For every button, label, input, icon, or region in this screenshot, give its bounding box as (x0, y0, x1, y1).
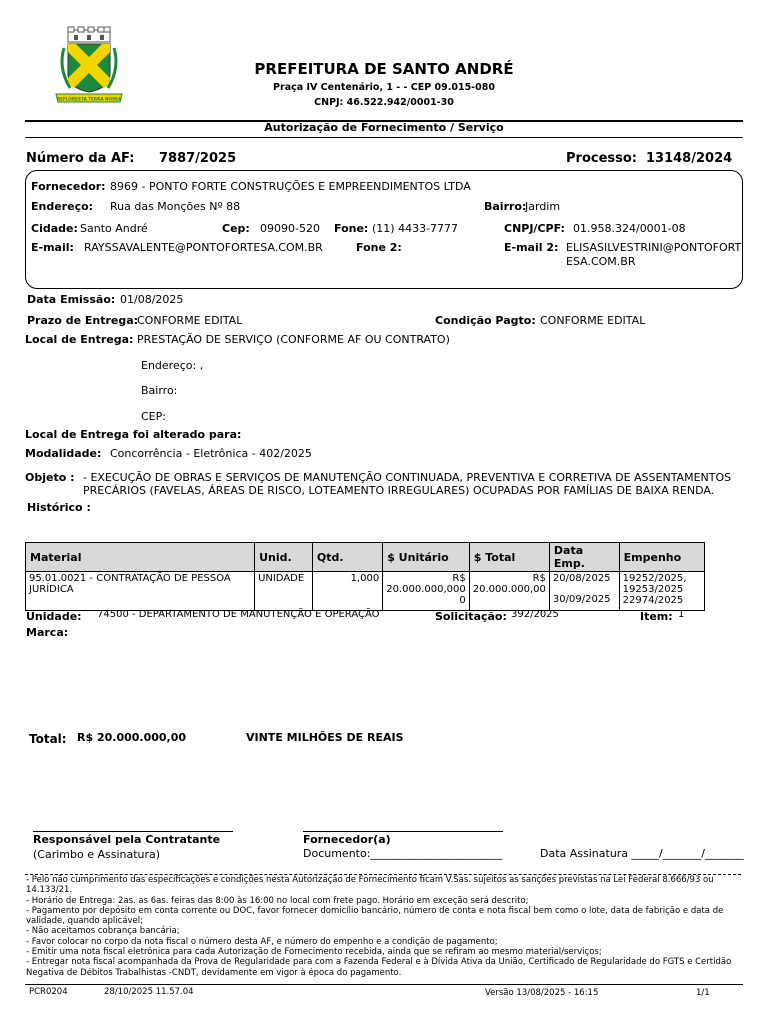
unitario-value: 20.000.000,000 (386, 584, 466, 595)
note-item: - Pelo não cumprimento das especificações e condições nesta Autorização de Fornecimento ficam V.Sas. sujeitos as sanções previstas na Lei Federal 8.666/93 ou 14.133/21. (26, 875, 714, 896)
objeto-label: Objeto : (25, 471, 75, 484)
local-endereco: Endereço: , (141, 359, 204, 372)
email2-value-line1: ELISASILVESTRINI@PONTOFORT (566, 241, 742, 254)
column-header-qtd: Qtd. (312, 543, 382, 572)
data-assinatura: Data Assinatura _____/_______/_______ (540, 847, 744, 860)
column-header-data-emp: Data Emp. (549, 543, 619, 572)
af-number-value: 7887/2025 (159, 151, 237, 166)
historico-label: Histórico : (27, 501, 91, 514)
table-header-row (26, 543, 705, 572)
fornecedor-title: Fornecedor(a) (303, 833, 391, 846)
crown-icon (68, 27, 110, 42)
email2-label: E-mail 2: (504, 241, 559, 254)
contratante-signature-line (33, 831, 233, 832)
cell-data-emp (549, 572, 619, 611)
note-item: - Emitir uma nota fiscal eletrônica para cada Autorização de Fornecimento recebida, ainda que se refiram ao mesmo material/serviços; (26, 947, 602, 958)
condicao-pagto-value: CONFORME EDITAL (540, 314, 646, 327)
footer-code: PCR0204 (29, 987, 68, 997)
total-value: 20.000.000,00 (472, 584, 546, 595)
note-item: - Favor colocar no corpo da nota fiscal o número desta AF, e número do empenho e a condição de pagamento; (26, 936, 498, 947)
processo-value: 13148/2024 (646, 151, 733, 166)
solicitacao-label: Solicitação: (435, 610, 507, 623)
organization-address: Praça IV Centenário, 1 - - CEP 09.015-080 (273, 82, 495, 93)
email2-value-line2: ESA.COM.BR (566, 255, 636, 268)
fone-label: Fone: (334, 222, 369, 235)
processo-label: Processo: (566, 151, 637, 166)
local-entrega-label: Local de Entrega: (25, 333, 134, 346)
document-title: Autorização de Fornecimento / Serviço (264, 121, 504, 134)
modalidade-value: Concorrência - Eletrônica - 402/2025 (110, 447, 312, 460)
total-label: Total: (29, 732, 67, 746)
data-emissao-value: 01/08/2025 (120, 293, 184, 306)
unitario-currency: R$ (452, 573, 466, 584)
fornecedor-documento: Documento:________________________ (303, 847, 503, 860)
organization-name: PREFEITURA DE SANTO ANDRÉ (254, 60, 514, 78)
notes-section (26, 875, 746, 978)
solicitacao-value: 392/2025 (511, 609, 559, 620)
cell-total (469, 572, 549, 611)
objeto-line2: PRECÁRIOS (FAVELAS, ÁREAS DE RISCO, LOTEAMENTO IRREGULARES) OCUPADAS POR FAMÍLIAS DE BAIXA RENDA. (83, 484, 715, 497)
unitario-value-wrap: 0 (459, 595, 466, 606)
cell-material (26, 572, 255, 611)
contratante-title: Responsável pela Contratante (33, 833, 221, 846)
fornecedor-signature-line (303, 831, 503, 832)
item-label: Item: (640, 610, 673, 623)
total-currency: R$ (532, 573, 546, 584)
footer-divider (25, 984, 743, 985)
fornecedor-value: 8969 - PONTO FORTE CONSTRUÇÕES E EMPREENDIMENTOS LTDA (110, 180, 471, 193)
cell-empenho (619, 572, 704, 611)
cidade-value: Santo André (80, 222, 148, 235)
email-label: E-mail: (31, 241, 74, 254)
prazo-entrega-label: Prazo de Entrega: (27, 314, 139, 327)
footer-version: Versão 13/08/2025 - 16:15 (485, 988, 599, 998)
cnpj-label: CNPJ/CPF: (504, 222, 565, 235)
endereco-label: Endereço: (31, 200, 94, 213)
note-item: - Entregar nota fiscal acompanhada da Prova de Regularidade para com a Fazenda Federal e à Dívida Ativa da União, Certificado de Regularidade do FGTS e Certidão Negativa de Débitos Trabalhistas -CNDT, devidamente em vigor à época do pagamento. (26, 957, 732, 978)
footer-page: 1/1 (696, 988, 710, 998)
prazo-entrega-value: CONFORME EDITAL (137, 314, 243, 327)
empenho-1: 19252/2025, (622, 573, 687, 584)
footer-datetime: 28/10/2025 11.57.04 (104, 987, 194, 997)
fone-value: (11) 4433-7777 (372, 222, 459, 235)
total-value: R$ 20.000.000,00 (77, 731, 187, 744)
item-value: 1 (678, 609, 685, 620)
endereco-value: Rua das Monções Nº 88 (110, 200, 241, 213)
data-emp-1: 20/08/2025 (552, 573, 611, 584)
column-header-unitario: $ Unitário (383, 543, 470, 572)
column-header-total: $ Total (469, 543, 549, 572)
empenho-3: 22974/2025 (622, 595, 684, 606)
local-alterado-label: Local de Entrega foi alterado para: (25, 428, 242, 441)
svg-text:REFLORESTA TERRA NOSSA: REFLORESTA TERRA NOSSA (56, 96, 122, 102)
empenho-2: 19253/2025 (622, 584, 684, 595)
bairro-label: Bairro: (484, 200, 527, 213)
column-header-unid: Unid. (255, 543, 313, 572)
modalidade-label: Modalidade: (25, 447, 102, 460)
data-emp-2: 30/09/2025 (552, 594, 611, 605)
cep-label: Cep: (222, 222, 250, 235)
local-cep: CEP: (141, 410, 166, 423)
organization-cnpj: CNPJ: 46.522.942/0001-30 (314, 97, 454, 108)
unidade-label: Unidade: (26, 610, 82, 623)
cnpj-value: 01.958.324/0001-08 (573, 222, 686, 235)
material-line1: 95.01.0021 - CONTRATAÇÃO DE PESSOA (29, 573, 231, 584)
email-value: RAYSSAVALENTE@PONTOFORTESA.COM.BR (84, 241, 323, 254)
af-number-label: Número da AF: (26, 151, 135, 166)
note-item: - Pagamento por depósito em conta corrente ou DOC, favor fornecer domicílio bancário, número de conta e nota fiscal bem como o lote, data de fabrição e data de validade, quando aplicável; (26, 905, 724, 927)
column-header-material: Material (26, 543, 255, 572)
column-header-empenho: Empenho (619, 543, 704, 572)
cep-value: 09090-520 (260, 222, 320, 235)
unidade-value: 74500 - DEPARTAMENTO DE MANUTENÇÃO E OPERAÇÃO (97, 609, 380, 620)
condicao-pagto-label: Condição Pagto: (435, 314, 536, 327)
material-line2: JURÍDICA (29, 584, 74, 595)
note-item: - Não aceitamos cobrança bancária; (26, 926, 180, 937)
total-extenso: VINTE MILHÕES DE REAIS (246, 731, 404, 744)
items-table (25, 542, 705, 611)
marca-label: Marca: (26, 626, 69, 639)
local-entrega-value: PRESTAÇÃO DE SERVIÇO (CONFORME AF OU CONTRATO) (137, 333, 450, 346)
cell-unid: UNIDADE (255, 572, 313, 611)
note-item: - Horário de Entrega: 2as. as 6as. feiras das 8:00 às 16:00 no local com frete pago. Horário em exceção será descrito; (26, 895, 529, 906)
fornecedor-label: Fornecedor: (31, 180, 106, 193)
table-row (26, 572, 705, 611)
local-bairro: Bairro: (141, 384, 178, 397)
cidade-label: Cidade: (31, 222, 78, 235)
fone2-label: Fone 2: (356, 241, 402, 254)
cell-qtd: 1,000 (312, 572, 382, 611)
objeto-line1: - EXECUÇÃO DE OBRAS E SERVIÇOS DE MANUTENÇÃO CONTINUADA, PREVENTIVA E CORRETIVA DE ASSENTAMENTOS (83, 471, 732, 484)
header-divider-bottom (25, 137, 743, 138)
data-emissao-label: Data Emissão: (27, 293, 116, 306)
cell-unitario (383, 572, 470, 611)
contratante-sub: (Carimbo e Assinatura) (33, 848, 161, 861)
bairro-value: Jardim (525, 200, 561, 213)
